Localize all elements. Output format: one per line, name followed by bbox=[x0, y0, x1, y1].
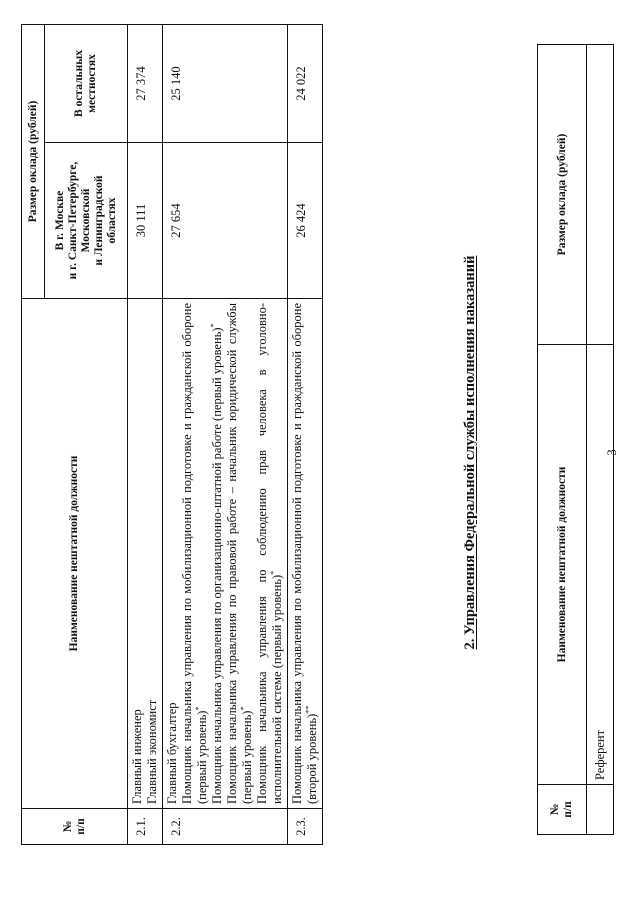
position-text: Помощник начальника управления по мобилизационной подготовке и гражданской обороне (первый уровень) bbox=[180, 303, 209, 804]
table-header-row bbox=[22, 24, 45, 844]
position-text: Помощник начальника управления по правовой работе – начальник юридической службы (первый уровень) bbox=[225, 303, 254, 804]
header-salary-group: Размер оклада (рублей) bbox=[22, 24, 45, 298]
table-nonstaff-positions-top bbox=[537, 44, 614, 835]
position-text: Помощник начальника управления по соблюдению прав человека в уголовно-исполнительной системе (первый уровень) bbox=[255, 303, 284, 804]
position-line bbox=[225, 303, 255, 804]
header-salary-moscow: В г. Москве и г. Санкт-Петербурге, Московской и Ленинградской областях bbox=[45, 143, 128, 299]
position-line: Главный инженер bbox=[130, 709, 144, 804]
table-row bbox=[163, 24, 288, 844]
position-line bbox=[210, 303, 225, 804]
cell-salary-moscow: 26 424 bbox=[288, 143, 323, 299]
cell-position-name bbox=[288, 299, 323, 809]
cell-salary-other: 25 140 bbox=[163, 24, 288, 142]
cell-num: 2.1. bbox=[128, 809, 163, 845]
header-num: № п/п bbox=[538, 785, 587, 835]
cell-position-name: Референт bbox=[587, 345, 614, 785]
cell-salary-other: 24 022 bbox=[288, 24, 323, 142]
position-text: Помощник начальника управления по организационно-штатной работе (первый уровень) bbox=[210, 327, 224, 804]
footnote-mark: * bbox=[268, 570, 278, 575]
cell-position-name bbox=[163, 299, 288, 809]
cell-salary-moscow: 30 111 bbox=[128, 143, 163, 299]
position-text: Помощник начальника управления по мобилизационной подготовке и гражданской обороне (второй уровень) bbox=[290, 303, 319, 804]
cell-position-name bbox=[128, 299, 163, 809]
table-row bbox=[288, 24, 323, 844]
table-fsin-directorates bbox=[21, 24, 323, 845]
footnote-mark: * bbox=[208, 323, 218, 328]
position-line bbox=[255, 303, 285, 804]
header-salary-other: В остальных местностях bbox=[45, 24, 128, 142]
cell-salary-moscow: 27 654 bbox=[163, 143, 288, 299]
cell-salary bbox=[587, 45, 614, 345]
cell-salary-other: 27 374 bbox=[128, 24, 163, 142]
cell-num: 2.2. bbox=[163, 809, 288, 845]
table-header-row bbox=[538, 45, 587, 835]
position-line bbox=[180, 303, 210, 804]
position-line bbox=[290, 303, 320, 804]
header-position-name: Наименование нештатной должности bbox=[538, 345, 587, 785]
section-title: 2. Управления Федеральной службы исполнения наказаний bbox=[462, 255, 478, 650]
position-line: Главный экономист bbox=[145, 699, 159, 804]
footnote-mark: ** bbox=[303, 705, 313, 714]
position-line bbox=[165, 303, 180, 804]
cell-num bbox=[587, 785, 614, 835]
footnote-mark: * bbox=[193, 706, 203, 711]
header-num: № п/п bbox=[22, 809, 128, 845]
page-number: 3 bbox=[604, 449, 619, 456]
header-position-name: Наименование нештатной должности bbox=[22, 299, 128, 809]
table-row bbox=[128, 24, 163, 844]
table-row bbox=[587, 45, 614, 835]
position-text: Главный бухгалтер bbox=[165, 702, 179, 804]
cell-num: 2.3. bbox=[288, 809, 323, 845]
footnote-mark: * bbox=[238, 706, 248, 711]
header-salary: Размер оклада (рублей) bbox=[538, 45, 587, 345]
